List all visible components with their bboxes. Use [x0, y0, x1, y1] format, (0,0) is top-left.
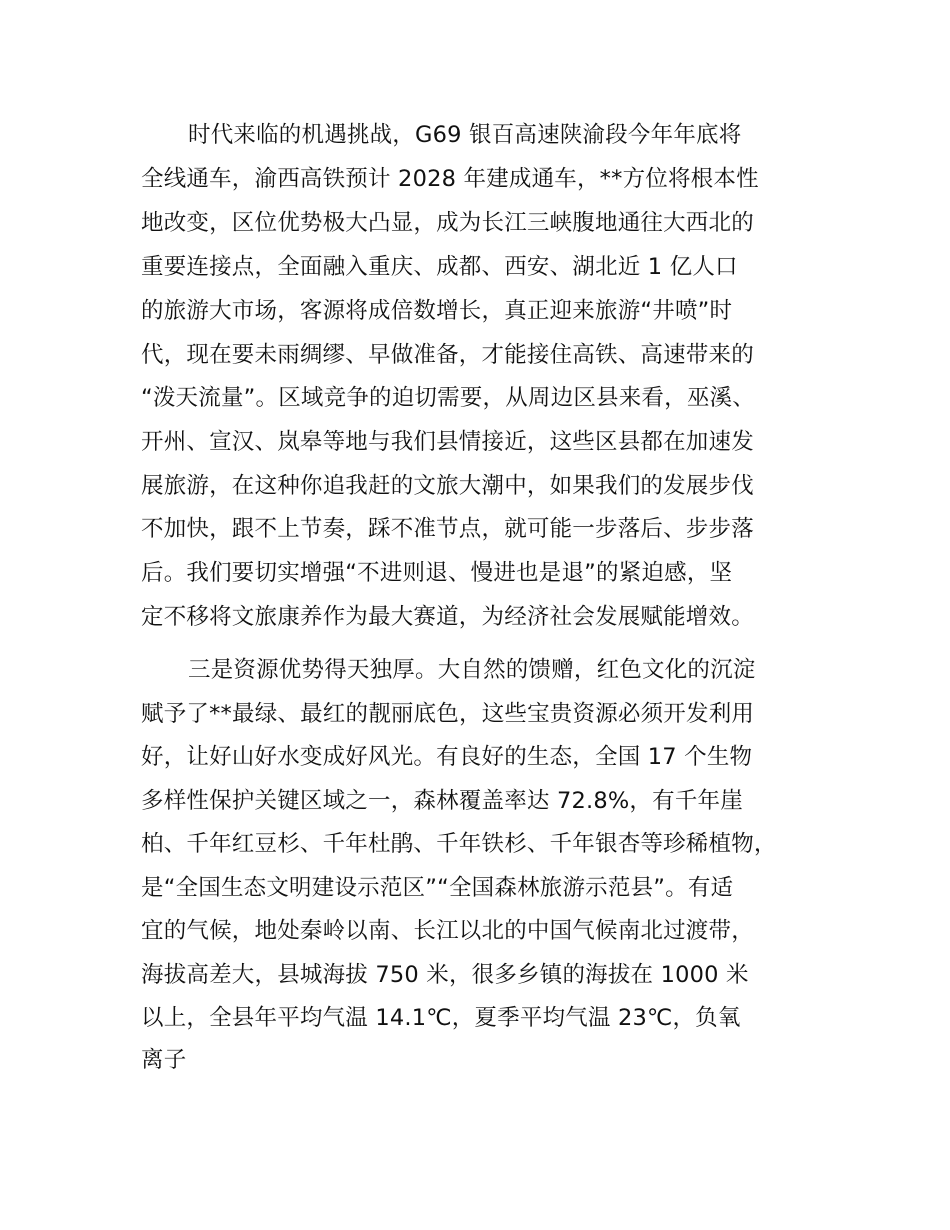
- paragraph-1-line-1: 时代来临的机遇挑战，G69 银百高速陕渝段今年年底将: [188, 122, 742, 148]
- paragraph-2-line-9: 以上，全县年平均气温 14.1℃，夏季平均气温 23℃，负氧: [141, 1005, 741, 1031]
- paragraph-1-line-7: “泼天流量”。区域竞争的迫切需要，从周边区县来看，巫溪、: [141, 385, 755, 411]
- paragraph-1-line-6: 代，现在要未雨绸缪、早做准备，才能接住高铁、高速带来的: [141, 342, 754, 368]
- paragraph-1-line-3: 地改变，区位优势极大凸显，成为长江三峡腹地通往大西北的: [141, 210, 754, 236]
- paragraph-1-line-9: 展旅游，在这种你追我赶的文旅大潮中，如果我们的发展步伐: [141, 473, 754, 499]
- paragraph-1-line-5: 的旅游大市场，客源将成倍数增长，真正迎来旅游“井喷”时: [141, 298, 733, 324]
- paragraph-2-line-1: 三是资源优势得天独厚。大自然的馈赠，红色文化的沉淀: [188, 657, 756, 683]
- paragraph-2-line-7: 宜的气候，地处秦岭以南、长江以北的中国气候南北过渡带，: [141, 918, 754, 944]
- paragraph-2-line-8: 海拔高差大，县城海拔 750 米，很多乡镇的海拔在 1000 米: [141, 962, 749, 988]
- paragraph-1-line-4: 重要连接点，全面融入重庆、成都、西安、湖北近 1 亿人口: [141, 254, 738, 280]
- paragraph-2-line-3: 好，让好山好水变成好风光。有良好的生态，全国 17 个生物: [141, 744, 753, 770]
- paragraph-1-line-10: 不加快，跟不上节奏，踩不准节点，就可能一步落后、步步落: [141, 516, 754, 542]
- paragraph-2-line-6: 是“全国生态文明建设示范区”“全国森林旅游示范县”。有适: [141, 875, 734, 901]
- paragraph-1-line-8: 开州、宣汉、岚皋等地与我们县情接近，这些区县都在加速发: [141, 429, 754, 455]
- paragraph-2-line-10: 离子: [141, 1047, 187, 1073]
- paragraph-1-line-2: 全线通车，渝西高铁预计 2028 年建成通车，**方位将根本性: [141, 166, 759, 192]
- paragraph-2-line-2: 赋予了**最绿、最红的靓丽底色，这些宝贵资源必须开发利用: [141, 701, 755, 727]
- paragraph-2-line-4: 多样性保护关键区域之一，森林覆盖率达 72.8%，有千年崖: [141, 788, 743, 814]
- paragraph-1-line-11: 后。我们要切实增强“不进则退、慢进也是退”的紧迫感，坚: [141, 560, 733, 586]
- paragraph-1-line-12: 定不移将文旅康养作为最大赛道，为经济社会发展赋能增效。: [141, 604, 754, 630]
- paragraph-2-line-5: 柏、千年红豆杉、千年杜鹃、千年铁杉、千年银杏等珍稀植物，: [141, 831, 777, 857]
